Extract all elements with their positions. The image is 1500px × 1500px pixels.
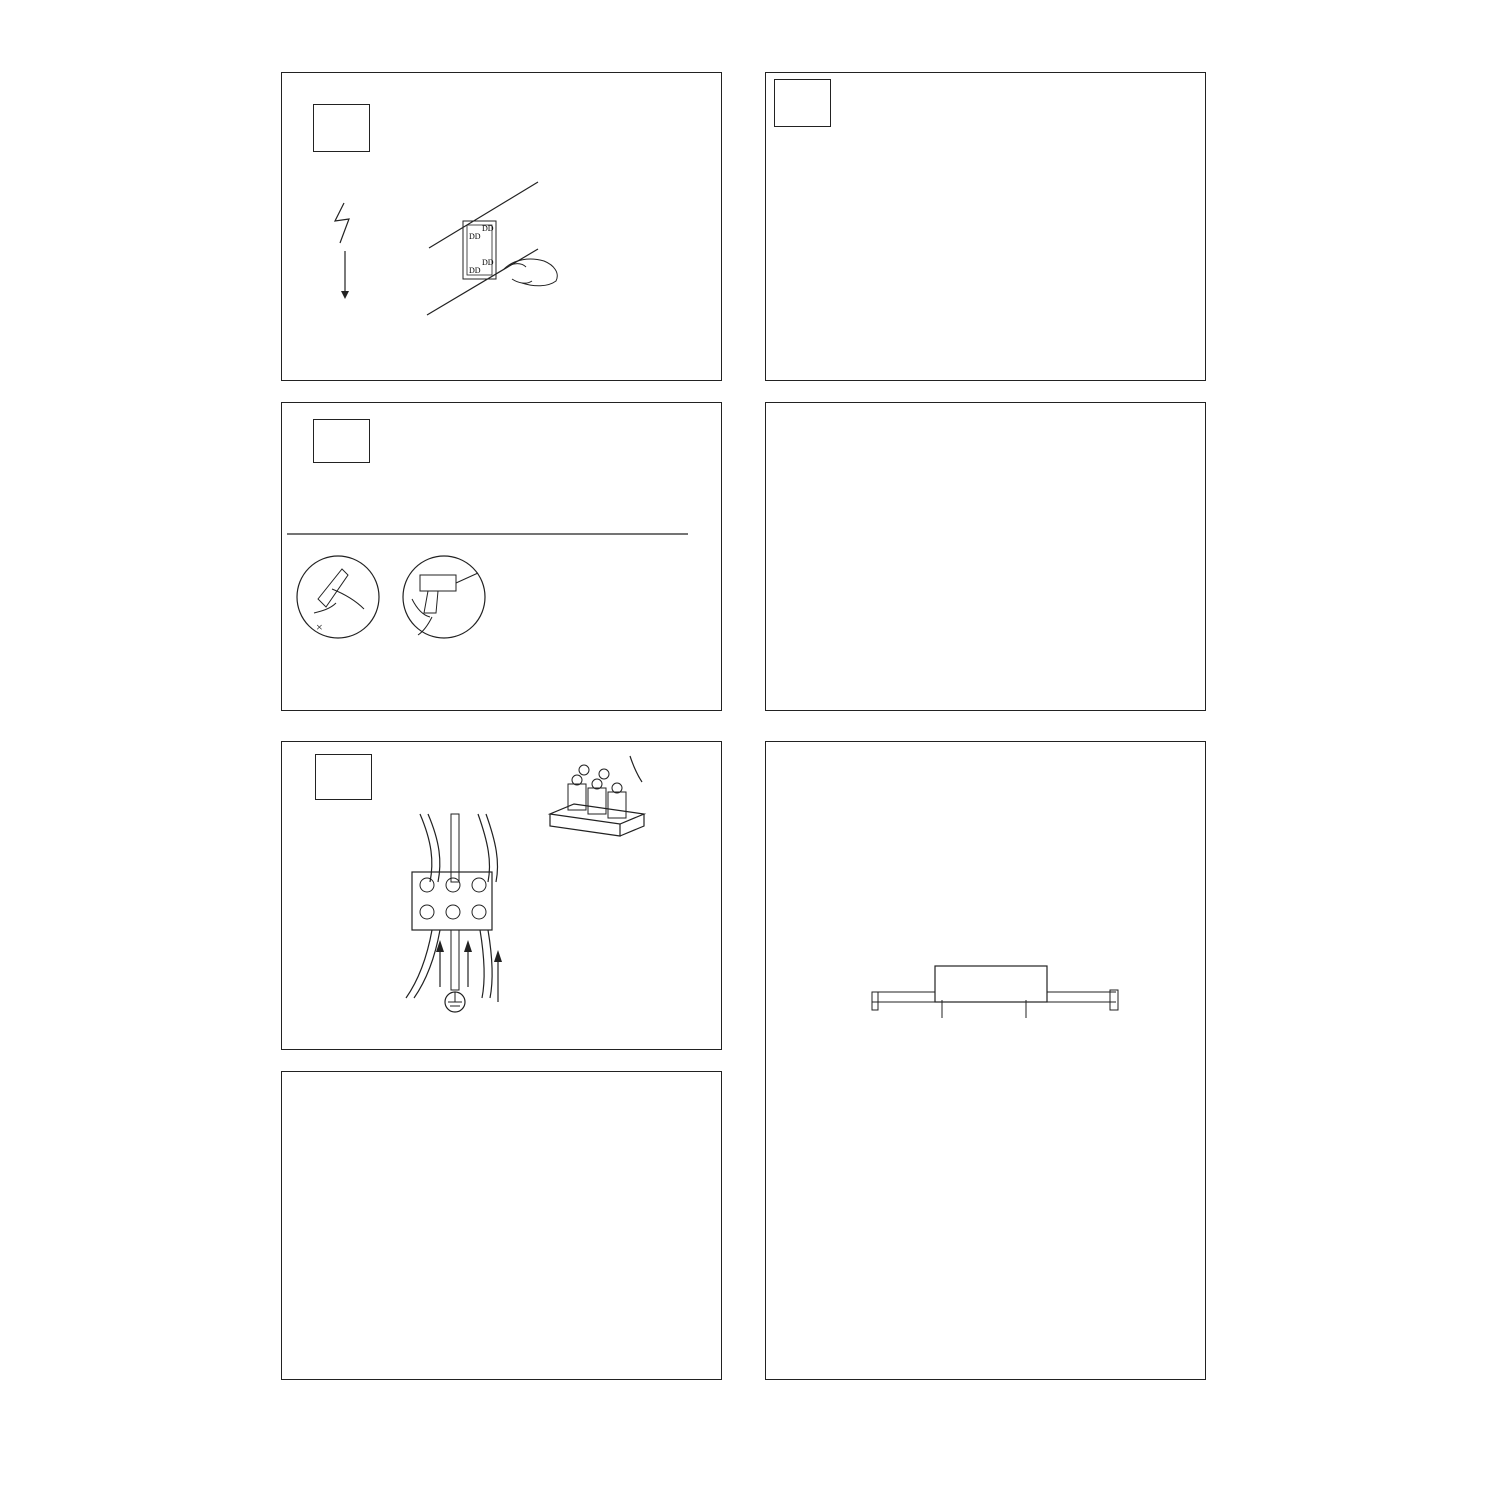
- svg-text:DD: DD: [482, 258, 494, 267]
- panel-d-letter: [774, 79, 831, 127]
- panel-d: [765, 72, 1206, 381]
- svg-text:×: ×: [316, 620, 323, 634]
- svg-text:DD: DD: [482, 224, 494, 233]
- lamp-top-view-icon: [282, 1072, 723, 1381]
- panel-a: [281, 72, 722, 381]
- svg-text:DD: DD: [469, 266, 481, 275]
- terminal-block-icon: [282, 742, 723, 1051]
- svg-text:DD: DD: [469, 232, 481, 241]
- panel-lamp-side-view: [765, 741, 1206, 1380]
- lamp-side-view-icon: [766, 742, 1207, 1381]
- panel-lamp-top-view: [281, 1071, 722, 1380]
- wall-switch-icon: [282, 73, 723, 382]
- drill-icon: [282, 403, 723, 712]
- panel-c: [281, 741, 722, 1050]
- panel-b: [281, 402, 722, 711]
- spec-panel: [765, 402, 1206, 711]
